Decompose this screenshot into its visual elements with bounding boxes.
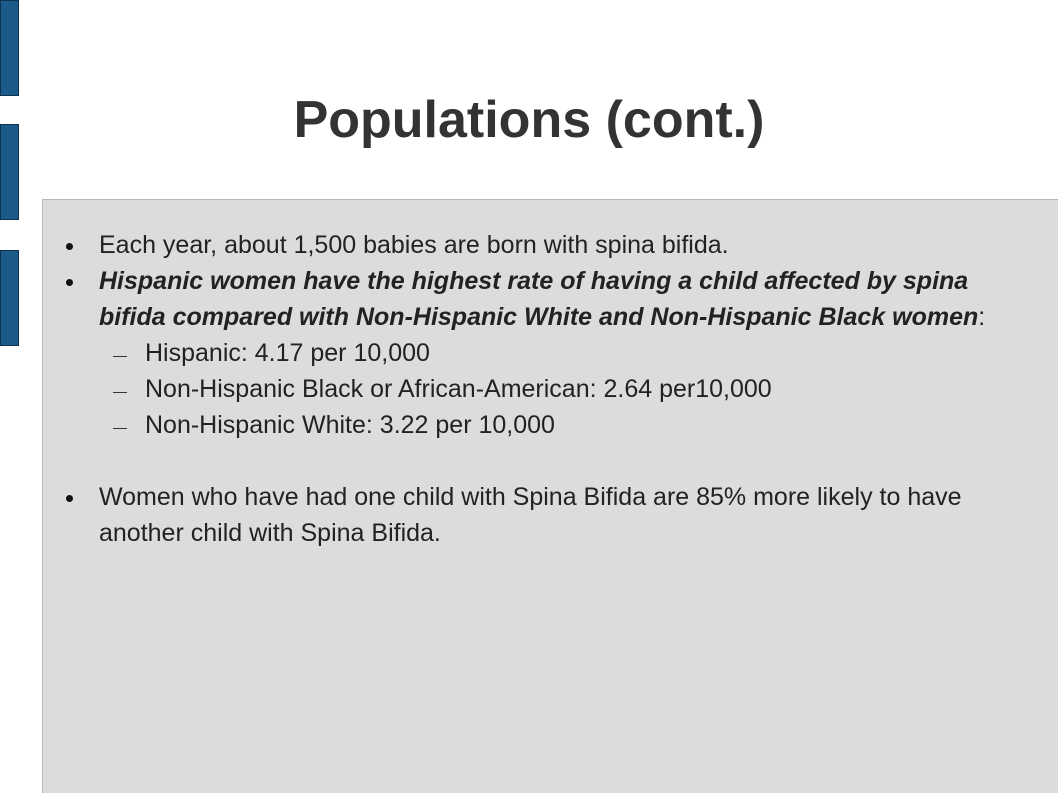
spacer bbox=[99, 443, 1019, 479]
sub-bullet-text: Non-Hispanic Black or African-American: 2.64 per10,000 bbox=[145, 375, 772, 403]
content-box bbox=[42, 199, 1058, 793]
bullet-text: Each year, about 1,500 babies are born with spina bifida. bbox=[99, 231, 729, 259]
sub-bullet-text: Hispanic: 4.17 per 10,000 bbox=[145, 339, 430, 367]
bullet-dot-icon bbox=[66, 279, 73, 286]
bullet-item bbox=[99, 263, 1019, 335]
dash-bullet-icon bbox=[113, 428, 127, 429]
dash-bullet-icon bbox=[113, 356, 127, 357]
sub-bullet-text: Non-Hispanic White: 3.22 per 10,000 bbox=[145, 411, 555, 439]
dash-bullet-icon bbox=[113, 392, 127, 393]
edge-bar-decoration bbox=[0, 250, 19, 346]
bullet-text-tail: : bbox=[978, 303, 986, 331]
slide-title: Populations (cont.) bbox=[293, 91, 765, 149]
bullet-list bbox=[99, 227, 1019, 551]
sub-bullet-item bbox=[99, 371, 1019, 407]
bullet-dot-icon bbox=[66, 495, 73, 502]
bullet-dot-icon bbox=[66, 243, 73, 250]
sub-bullet-item bbox=[99, 335, 1019, 371]
bullet-text: Women who have had one child with Spina Bifida are 85% more likely to have another child with Spina Bifida. bbox=[99, 483, 962, 547]
bullet-text-emphasis: Hispanic women have the highest rate of having a child affected by spina bifida compared with Non-Hispanic White and Non-Hispanic Black women bbox=[99, 267, 979, 331]
edge-bar-decoration bbox=[0, 0, 19, 96]
bullet-item bbox=[99, 479, 1019, 551]
sub-bullet-item bbox=[99, 407, 1019, 443]
bullet-item bbox=[99, 227, 1019, 263]
